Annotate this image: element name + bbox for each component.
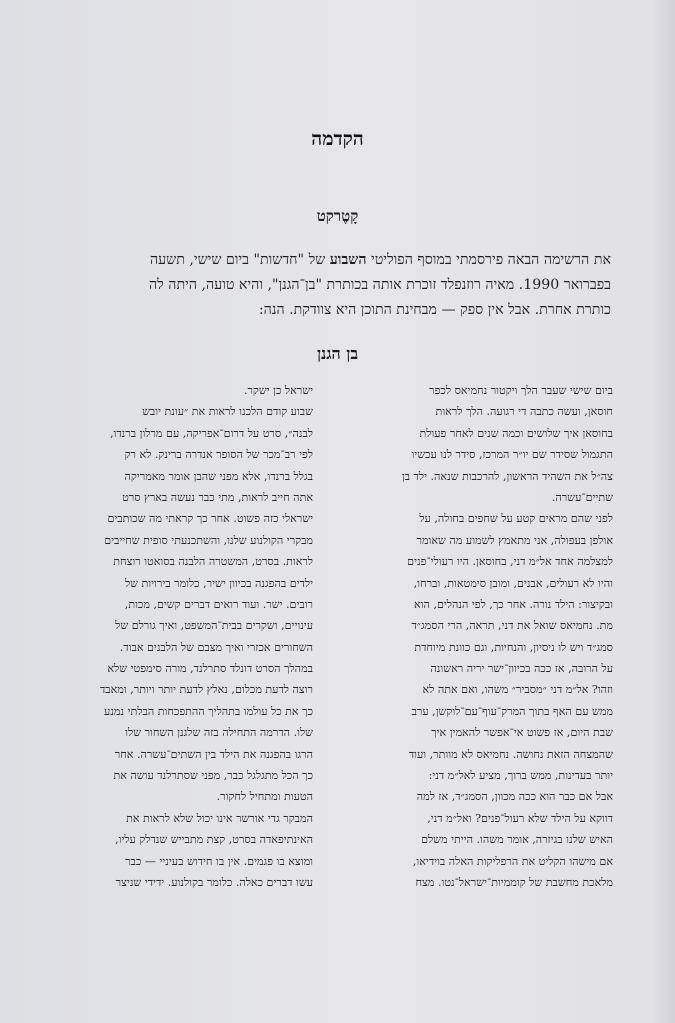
text-line: ישראלי כזה פשוט. אחר כך קראתי מה שכותבים <box>107 512 313 526</box>
text-line: סמג״ד ויש לו ניסיון, והנחיות, וגם כוונת מיוחדת <box>414 640 613 654</box>
text-line: במהלך הסרט דונלד סתרלנד, מורה סימפטי שלא <box>107 662 313 676</box>
text-line: צה״ל את השהיד הראשון, להרכבות שנאה. ילד בן <box>401 469 613 483</box>
publication-name: השבוע <box>329 252 367 268</box>
text-line: בחוסאן איך שלושים וכמה שנים לאחר פעולת <box>419 426 613 440</box>
text-line: למצלמה אחד אל״מ דני, בחוסאן. היו רעולי־פנים <box>407 555 613 569</box>
text-line: מבקרי הקולנוע שלנו, והשתכנעתי סופית שחייבים <box>104 533 313 547</box>
text-line: ומוצא בו פגמים. אין בו חידוש בעיניי — כבר <box>125 854 313 868</box>
text-line: דווקא על הילד שלא רעול־פנים? ואל״מ דני, <box>427 811 613 825</box>
text-line: הרגו בהפגנה את הילד בין השתים־עשרה. אחר <box>114 747 313 761</box>
chapter-subtitle: קָטֶרקט <box>316 207 359 225</box>
text-line: בגלל ברנדו, אלא מפני שהבן אומר מאמריקה <box>124 469 313 483</box>
text-line: על הרובה, אז ככה בכיוון־ישר יריה ראשונה <box>430 662 613 676</box>
right-text-column <box>345 380 613 893</box>
text-line: האינתיפאדה בסרט, קצת מתבייש שנדלק עליו, <box>115 833 313 847</box>
text-line: שהמצחה הזאת נחושה. נחמיאס לא מוותר, ועוד <box>408 747 613 761</box>
text-line: ילדים בהפגנה בכיוון ישיר, כלומר בירויות של <box>124 576 313 590</box>
text-line: הטעות ומתחיל לחקור. <box>216 790 313 804</box>
left-text-column <box>45 380 313 893</box>
text-line: רוצה לדעת מכלום, נאלץ לדעת יותר ויותר, ומאבד <box>99 683 313 697</box>
text-line: עשו דברים כאלה. כלומר בקולנוע. ידידי שניצר <box>115 875 313 889</box>
text-line: המבקר גדי אורשר אינו יכול שלא לראות את <box>126 811 313 825</box>
text-line: שלו. הדרמה התחילה בזה שלגנן השחור שלו <box>125 726 313 740</box>
text-line: ממש עם האף בתוך המרק־עוף־עם־לוקשן, ערב <box>411 704 613 718</box>
intro-line <box>81 248 611 273</box>
text-line: לפי רב־מכר של הסופר אנדרה ברינק. לא רק <box>124 448 313 462</box>
page-title: הקדמה <box>311 128 364 150</box>
text-line: אתה חייב לראות, מתי כבר נעשה בארץ סרט <box>122 490 313 504</box>
intro-line: בפברואר 1990. מאיה רוזנפלד זוכרת אותה בכותרת "בן־הגנן", והיא טועה, היתה לה <box>149 277 611 293</box>
text-line: לפני שהם מראים קטע על שחפים בחולה, על <box>419 512 613 526</box>
intro-line: כותרת אחרת. אבל אין ספק — מבחינת התוכן היא צוודקת. הנה: <box>258 302 611 318</box>
text-line: רובים. ישר. ועוד רואים דברים קשים, מכות, <box>124 597 313 611</box>
text-line: שתיים־עשרה. <box>551 490 613 504</box>
text-line: עינויים, ושקרים בבית־המשפט, ואיך גורלם של <box>115 619 313 633</box>
text-line: השחורים אכזרי ואיך מצבם של הלבנים אבוד. <box>119 640 313 654</box>
text-line: וזהו? אל״מ דני ״מסביר״ משהו, ואם אתה לא <box>422 683 613 697</box>
text-line: והיו לא רעולים, אבנים, ומובן סימטאות, וברחו, <box>413 576 613 590</box>
text-line: ובקיצור: הילד נורה. אחר כך, לפי הנהלים, הוא <box>414 597 613 611</box>
text-line: יותר בעדינות, ממש ברוך, מציע לאל״מ דני: <box>428 769 613 783</box>
text-line: לראות. בסרט, המשטרה הלבנה בסואטו רוצחת <box>113 555 313 569</box>
text-line: התגמול שסידר שם יו״ר המרכז, סידר לנו עכשיו <box>411 448 613 462</box>
intro-text: את הרשימה הבאה פירסמתי במוסף הפוליטי <box>366 252 611 268</box>
intro-text: של "חדשות" ביום שישי, תשעה <box>149 252 330 268</box>
text-line: שבוע קודם הלכנו לראות את ״עונת יובש <box>142 405 313 419</box>
text-line: לבנה״, סרט על דרום־אפריקה, עם מרלון ברנדו, <box>109 426 313 440</box>
text-line: כך את כל עולמו בתהליך ההתפכחות הבלתי נמנע <box>104 704 313 718</box>
text-line: אם מישהו הקליט את הרפליקות האלה בוידיאו, <box>412 854 613 868</box>
text-line: ישראל כן ישקר. <box>243 384 313 397</box>
text-line: אולפן בעפולה, אני מתאמץ לשמוע מה שאומר <box>416 533 613 547</box>
text-line: מת. נחמיאס שואל את דני, תראה, הרי הסמג״ד <box>411 619 613 633</box>
text-line: ביום שישי שעבר הלך ויקטור נחמיאס לכפר <box>429 384 613 397</box>
section-title: בן הגנן <box>316 344 359 363</box>
intro-paragraph <box>81 248 611 323</box>
text-line: מלאכת מחשבת של קוממיות־ישראל־נטו. מצח <box>415 875 613 889</box>
text-line: שבת היום, אז פשוט אי־אפשר להאמין איך <box>431 726 613 740</box>
text-line: חוסאן, ועשה כתבה די רגועה. הלך לראות <box>435 405 613 419</box>
text-line: כך הכל מתגלגל כבר, מפני שסתרלנד עושה את <box>113 769 313 783</box>
text-line: אבל אם כבר הוא ככה מכוון, הסמג״ד, אז למה <box>416 790 613 804</box>
text-line: האיש שלנו בגיזרה, אומר משהו. הייתי משלם <box>421 833 613 847</box>
